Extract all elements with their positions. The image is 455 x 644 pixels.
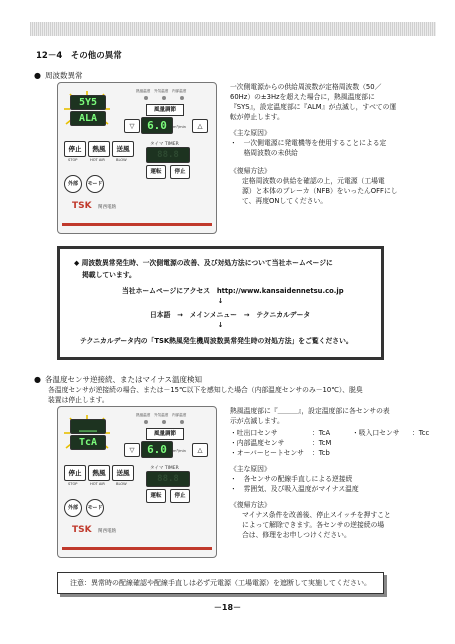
sec2-description: 熱風温度部に『＿＿＿』，設定温度部に各センサの表 示が点滅します。 [230,407,390,425]
brand-logo: TSK [72,525,92,535]
timer-display: 88.8 [146,147,190,163]
flow-up-button[interactable]: △ [192,119,208,133]
blow-label: BLOW [116,158,127,162]
blow-label: BLOW [116,482,127,486]
bullet-sensor-error [34,374,202,385]
hot-air-label: HOT AIR [90,482,105,486]
hot-air-label: HOT AIR [90,158,105,162]
bullet-icon: ● [34,71,41,80]
flow-unit: m³/min [173,125,186,129]
temp-labels: 熱風温度 外気温度 内部温度 [136,89,187,93]
led-hot-air [144,420,148,424]
notice-menu-path: 日本語 → メインメニュー → テクニカルデータ [150,311,311,319]
led-outside [162,96,166,100]
sec1-description: 一次側電源からの供給周波数が定格周波数（50／ 60Hz）の±3Hzを超えた場合に，熱風温度部に 『SYS』，設定温度部に『ALM』が点滅し，すべての運 転が停止します。 [230,83,397,121]
exhaust-button[interactable]: 外部 [64,175,82,193]
flow-unit: m³/min [173,449,186,453]
timer-stop-button[interactable]: 停止 [170,165,190,179]
section-title: 12－4 その他の異常 [36,51,122,61]
stop-label: STOP [68,482,78,486]
hot-air-button[interactable]: 熱風 [88,141,110,157]
stop-label: STOP [68,158,78,162]
notice-line1b: 掲載しています。 [82,271,136,279]
bullet-label: 各温度センサ逆接続、またはマイナス温度検知 [44,375,203,384]
timer-label: タイマ TIMER [150,142,179,147]
bullet-icon: ● [34,375,41,384]
page-number: －18－ [213,603,242,612]
mode-button[interactable]: モード [86,175,104,193]
hot-air-button[interactable]: 熱風 [88,465,110,481]
sensor-row: ・内部温度センサ ：TcM [230,439,332,447]
exhaust-button[interactable]: 外部 [64,499,82,517]
flow-down-button[interactable]: ▽ [124,443,140,457]
timer-run-button[interactable]: 運転 [146,165,166,179]
mode-button[interactable]: モード [86,499,104,517]
hot-air-temp-display: ___ [70,419,106,434]
company-name: 関西電熱 [98,205,116,210]
company-name: 関西電熱 [98,529,116,534]
control-panel-2 [57,406,217,558]
sec1-cause: 《主な原因》 ・ 一次側電源に発電機等を使用することによる定 格周波数の未供給 [230,129,387,157]
sec1-recover: 《復帰方法》 定格周波数の供給を確認の上，元電源（工場電 源）と本体のブレーカ（NFB）をいったんOFFにし て、再度ONしてください。 [230,167,398,205]
footer-caution: 注意：異常時の配線確認や配線手直しは必ず元電源（工場電源）を遮断して実施してください。 [57,572,384,594]
set-temp-display: ALA [70,111,106,126]
brand-logo: TSK [72,201,92,211]
stop-button[interactable]: 停止 [64,141,86,157]
flow-label: 風量調節 [146,428,184,440]
flow-label: 風量調節 [146,104,184,116]
blow-button[interactable]: 送風 [112,141,134,157]
timer-run-button[interactable]: 運転 [146,489,166,503]
flow-up-button[interactable]: △ [192,443,208,457]
sensor-row: ・オーバーヒートセンサ ：Tcb [230,449,330,457]
hot-air-temp-display: 5Y5 [70,95,106,110]
arrow-down-icon-2: ↓ [217,321,224,329]
led-inside [180,96,184,100]
timer-stop-button[interactable]: 停止 [170,489,190,503]
led-inside [180,420,184,424]
sensor-row: ・吐出口センサ ：TcA ・吸入口センサ ：Tcc [230,429,430,437]
stop-button[interactable]: 停止 [64,465,86,481]
blow-button[interactable]: 送風 [112,465,134,481]
notice-line1: ◆ 周波数異常発生時、一次側電源の改善、及び対処方法について当社ホームページに [74,259,333,267]
led-outside [162,420,166,424]
arrow-down-icon: ↓ [217,297,224,305]
bullet-frequency-error [34,70,82,81]
sec2-sub2: 装置は停止します。 [48,396,109,404]
sensor-list [230,428,442,458]
sec2-cause: 《主な原因》 ・ 各センサの配線手直しによる逆接続 ・ 雰囲気、及び吸入温度がマイナス温度 [230,465,359,493]
sec2-recover: 《復帰方法》 マイナス条件を改善後、停止スイッチを押すこと によって解除できます。各センサの逆接続の場 合は、修理をお申しつけください。 [230,501,391,539]
flow-down-button[interactable]: ▽ [124,119,140,133]
timer-display: 88.8 [146,471,190,487]
control-panel-1 [57,82,217,234]
sec2-sub1: 各温度センサが逆接続の場合、または－15℃以下を感知した場合（内部温度センサのみ－10℃）、脱臭 [48,386,363,394]
notice-box [57,246,384,360]
header-bar [30,22,436,36]
notice-access: 当社ホームページにアクセス http://www.kansaidennetsu.co.jp [122,287,344,295]
led-hot-air [144,96,148,100]
flow-display: 6.0 [141,117,173,134]
warning-stripe [62,547,212,550]
temp-labels: 熱風温度 外気温度 内部温度 [136,413,187,417]
timer-label: タイマ TIMER [150,466,179,471]
homepage-link[interactable]: http://www.kansaidennetsu.co.jp [216,287,344,295]
bullet-label: 周波数異常 [44,71,83,80]
notice-technical-data: テクニカルデータ内の「TSK熱風発生機周波数異常発生時の対処方法」をご覧ください。 [80,337,353,345]
set-temp-display: TcA [70,435,106,450]
warning-stripe [62,223,212,226]
flow-display: 6.0 [141,441,173,458]
